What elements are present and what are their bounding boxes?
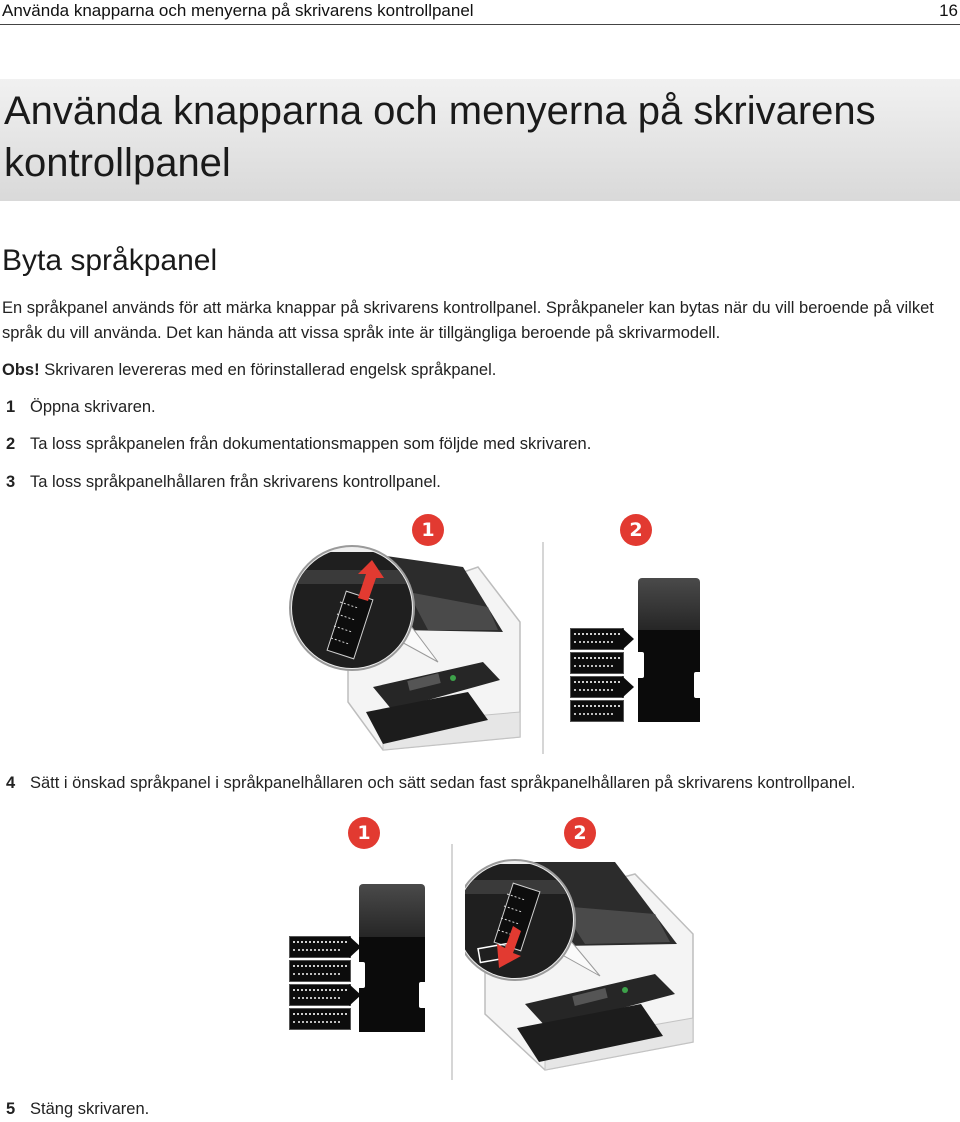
language-strip: [289, 984, 351, 1006]
figure-insert-language-panel: [285, 814, 710, 1082]
chapter-title-band: [0, 79, 960, 201]
note-text: Skrivaren levereras med en förinstallerad engelsk språkpanel.: [44, 361, 497, 379]
printer-illustration: [288, 512, 538, 752]
holder-top: [359, 884, 425, 937]
step-text: Stäng skrivaren.: [30, 1100, 150, 1118]
note-label: Obs!: [2, 361, 40, 379]
callout-badge-1: 1: [412, 514, 444, 546]
note-paragraph: [2, 358, 957, 383]
language-panel-holder: [359, 884, 425, 1032]
holder-clip: [419, 982, 427, 1008]
chapter-title: Använda knapparna och menyerna på skrivarens kontrollpanel: [4, 89, 876, 185]
callout-badge-2: 2: [620, 514, 652, 546]
callout-badge-1: 1: [348, 817, 380, 849]
step-number: 4: [6, 774, 16, 792]
intro-paragraph: En språkpanel används för att märka knappar på skrivarens kontrollpanel. Språkpaneler kan bytas när du vill beroende på vilket språk du vill använda. Det kan hända att vissa språk inte är tillgängliga beroende på skrivarmodell.: [2, 299, 934, 342]
power-button: [622, 987, 628, 993]
strip-arrow: [622, 676, 634, 698]
holder-top: [638, 578, 700, 630]
step-number: 3: [6, 473, 16, 491]
language-strip: [289, 1008, 351, 1030]
language-strip: [570, 628, 624, 650]
step-4: [6, 771, 956, 796]
holder-clip: [694, 672, 702, 698]
figure-divider: [451, 844, 453, 1080]
zoomed-panel-ridge: [298, 570, 408, 584]
strip-arrow: [622, 628, 634, 650]
step-2: [6, 432, 956, 457]
holder-body: [359, 937, 425, 1032]
printer-illustration: [465, 814, 705, 1076]
figure-divider: [542, 542, 544, 754]
callout-badge-2: 2: [564, 817, 596, 849]
running-header-title: Använda knapparna och menyerna på skrivarens kontrollpanel: [2, 1, 474, 20]
language-strip: [289, 936, 351, 958]
step-text: Ta loss språkpanelen från dokumentationsmappen som följde med skrivaren.: [30, 435, 592, 453]
step-1: [6, 395, 956, 420]
holder-body: [638, 630, 700, 722]
step-text: Ta loss språkpanelhållaren från skrivarens kontrollpanel.: [30, 473, 441, 491]
running-header: [0, 0, 960, 25]
holder-clip: [636, 652, 644, 678]
page-number: 16: [939, 1, 958, 20]
step-text: Öppna skrivaren.: [30, 398, 156, 416]
step-3: [6, 470, 956, 495]
section-title: Byta språkpanel: [2, 244, 218, 277]
language-panel-holder: [638, 578, 700, 722]
language-strip: [289, 960, 351, 982]
holder-clip: [357, 962, 365, 988]
step-text: Sätt i önskad språkpanel i språkpanelhållaren och sätt sedan fast språkpanelhållaren på skrivarens kontrollpanel.: [30, 774, 856, 792]
step-number: 2: [6, 435, 16, 453]
language-strip: [570, 700, 624, 722]
power-button: [450, 675, 456, 681]
language-strip: [570, 652, 624, 674]
step-number: 5: [6, 1100, 16, 1118]
step-5: [6, 1097, 956, 1122]
language-strip: [570, 676, 624, 698]
step-number: 1: [6, 398, 16, 416]
figure-remove-language-panel: [288, 512, 728, 757]
